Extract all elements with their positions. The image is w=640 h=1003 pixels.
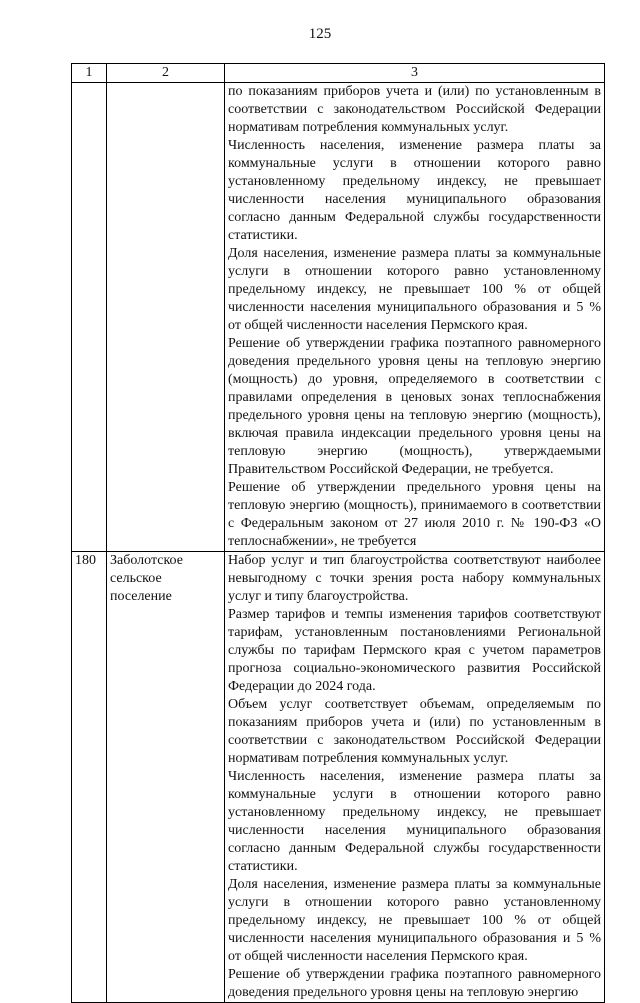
paragraph: Доля населения, изменение размера платы за коммунальные услуги в отношении которого равно установленному предельному индексу, не превышает 100 % от общей численности населения муниципального образования и 5 % от общей численности населения Пермского края. (228, 246, 601, 333)
municipality-name-line: поселение (110, 589, 172, 604)
header-col-3: 3 (225, 64, 605, 83)
municipality-name-line: Заболотское (110, 553, 183, 568)
tariff-table (71, 63, 605, 1003)
table-row (72, 83, 605, 552)
paragraph: по показаниям приборов учета и (или) по установленным в соответствии с законодательством Российской Федерации нормативам потребления коммунальных услуг. (228, 84, 601, 135)
row-description (225, 83, 605, 552)
row-number (72, 83, 107, 552)
municipality-name-line: сельское (110, 571, 162, 586)
row-description (225, 552, 605, 1003)
paragraph: Размер тарифов и темпы изменения тарифов соответствуют тарифам, установленным постановлениями Региональной службы по тарифам Пермского края с учетом параметров прогноза социально-экономического развития Российской Федерации до 2024 года. (228, 607, 601, 694)
header-col-1: 1 (72, 64, 107, 83)
paragraph: Объем услуг соответствует объемам, определяемым по показаниям приборов учета и (или) по установленным в соответствии с законодательством Российской Федерации нормативам потребления коммунальных услуг. (228, 697, 601, 766)
paragraph: Численность населения, изменение размера платы за коммунальные услуги в отношении которого равно установленному предельному индексу, не превышает численности населения муниципального образования согласно данным Федеральной службы государственности статистики. (228, 769, 601, 874)
paragraph: Решение об утверждении предельного уровня цены на тепловую энергию (мощность), принимаемого в соответствии с Федеральным законом от 27 июля 2010 г. № 190-ФЗ «О теплоснабжении», не требуется (228, 480, 601, 549)
header-col-2: 2 (107, 64, 225, 83)
municipality-name (107, 83, 225, 552)
row-number: 180 (72, 552, 107, 1003)
paragraph: Доля населения, изменение размера платы за коммунальные услуги в отношении которого равно установленному предельному индексу, не превышает 100 % от общей численности населения муниципального образования и 5 % от общей численности населения Пермского края. (228, 877, 601, 964)
page-number: 125 (308, 26, 332, 42)
table-header (72, 64, 605, 83)
municipality-name (107, 552, 225, 1003)
paragraph: Набор услуг и тип благоустройства соответствуют наиболее невыгодному с точки зрения роста набору коммунальных услуг и типу благоустройства. (228, 553, 601, 604)
table-row (72, 552, 605, 1003)
paragraph: Решение об утверждении графика поэтапного равномерного доведения предельного уровня цены на тепловую энергию (228, 967, 601, 1000)
paragraph: Численность населения, изменение размера платы за коммунальные услуги в отношении которого равно установленному предельному индексу, не превышает численности населения муниципального образования согласно данным Федеральной службы государственности статистики. (228, 138, 601, 243)
paragraph: Решение об утверждении графика поэтапного равномерного доведения предельного уровня цены на тепловую энергию (мощность) до уровня, определяемого в соответствии с правилами определения в ценовых зонах теплоснабжения предельного уровня цены на тепловую энергию (мощность), включая правила индексации предельного уровня цены на тепловую энергию (мощность), утверждаемыми Правительством Российской Федерации, не требуется. (228, 336, 601, 477)
